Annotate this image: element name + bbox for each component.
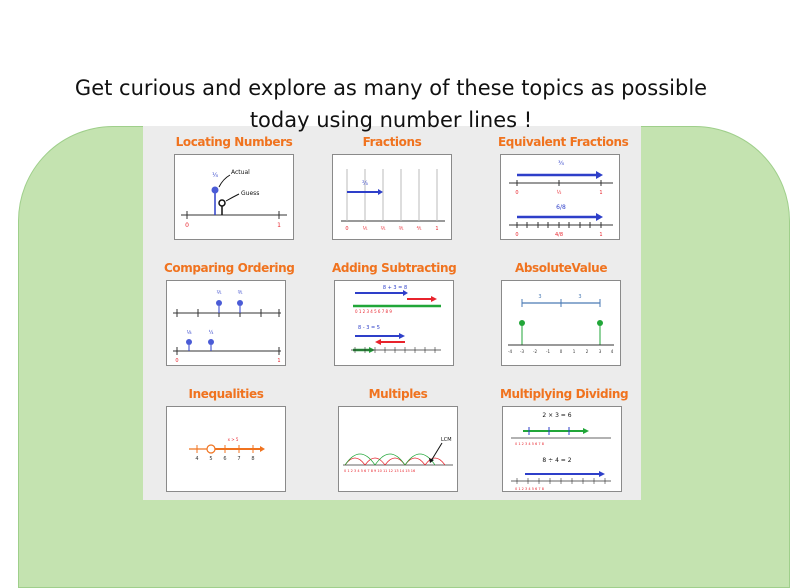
difference-label: 8 - 3 = 5: [358, 325, 380, 331]
svg-text:-4: -4: [508, 349, 512, 354]
svg-text:1: 1: [599, 190, 603, 196]
svg-text:⅗: ⅗: [237, 290, 243, 296]
svg-text:-2: -2: [533, 349, 537, 354]
multiples-thumbnail[interactable]: [338, 406, 458, 492]
svg-text:0: 0: [175, 358, 179, 364]
svg-text:⅖: ⅖: [216, 290, 222, 296]
svg-text:0 1 2 3 4 5 6 7 8: 0 1 2 3 4 5 6 7 8: [515, 487, 544, 491]
svg-text:4: 4: [195, 456, 199, 462]
topic-title: Comparing Ordering: [164, 261, 295, 275]
svg-text:8: 8: [251, 456, 255, 462]
topic-title: Fractions: [362, 135, 422, 149]
actual-label: Actual: [231, 169, 250, 176]
multiplying-dividing-thumbnail[interactable]: [502, 406, 622, 492]
quotient-label: 8 ÷ 4 = 2: [542, 457, 572, 464]
topic-locating-numbers[interactable]: [172, 134, 296, 240]
svg-text:0 1 2 3 4 5 6 7 8 9 10 11 12 1: 0 1 2 3 4 5 6 7 8 9 10 11 12 13 14 15 16: [344, 469, 416, 473]
svg-text:⅕: ⅕: [362, 226, 368, 232]
topic-fractions[interactable]: [330, 134, 454, 240]
topic-title: AbsoluteValue: [514, 261, 608, 275]
heading-line-1: Get curious and explore as many of these topics as possible: [74, 76, 708, 100]
svg-text:¼: ¼: [208, 330, 214, 336]
product-label: 2 × 3 = 6: [542, 412, 572, 419]
lcm-label: LCM: [441, 437, 452, 443]
number-line-absolute-icon: [502, 281, 620, 365]
svg-text:⅘: ⅘: [416, 226, 422, 232]
svg-text:1: 1: [572, 349, 576, 354]
svg-text:1: 1: [277, 358, 281, 364]
svg-text:0: 0: [515, 232, 519, 238]
svg-text:1: 1: [277, 222, 281, 229]
topic-absolute-value[interactable]: [499, 260, 623, 366]
svg-text:6: 6: [223, 456, 227, 462]
svg-text:1: 1: [599, 232, 603, 238]
absolute-value-thumbnail[interactable]: [501, 280, 621, 366]
svg-text:3: 3: [538, 294, 542, 300]
number-line-inequality-icon: [167, 407, 285, 491]
equivalent-fractions-thumbnail[interactable]: [500, 154, 620, 240]
svg-text:2: 2: [585, 349, 589, 354]
svg-text:6/8: 6/8: [556, 204, 566, 211]
topic-adding-subtracting[interactable]: [332, 260, 456, 366]
svg-text:4: 4: [610, 349, 614, 354]
svg-text:½: ½: [556, 190, 562, 196]
heading-line-2: today using number lines !: [249, 108, 533, 132]
svg-text:⅛: ⅛: [186, 330, 192, 336]
svg-text:0: 0: [559, 349, 563, 354]
svg-text:3: 3: [598, 349, 602, 354]
number-line-equivalent-icon: [501, 155, 619, 239]
svg-text:x > 5: x > 5: [227, 437, 239, 442]
svg-text:-1: -1: [546, 349, 550, 354]
guess-label: Guess: [241, 190, 260, 197]
comparing-ordering-thumbnail[interactable]: [166, 280, 286, 366]
svg-text:5: 5: [209, 456, 213, 462]
svg-text:⅖: ⅖: [362, 180, 368, 187]
svg-text:3: 3: [578, 294, 582, 300]
svg-text:0: 0: [515, 190, 519, 196]
number-line-multiples-icon: [339, 407, 457, 491]
svg-text:0: 0: [185, 222, 189, 229]
svg-text:7: 7: [237, 456, 241, 462]
svg-text:0 1 2 3 4 5 6 7 8 9: 0 1 2 3 4 5 6 7 8 9: [355, 309, 392, 314]
svg-text:-3: -3: [520, 349, 524, 354]
svg-text:⅗: ⅗: [398, 226, 404, 232]
topics-board: [143, 126, 641, 500]
topic-title: Inequalities: [188, 387, 264, 401]
svg-text:¼: ¼: [212, 172, 218, 179]
svg-text:1: 1: [435, 226, 439, 232]
inequalities-thumbnail[interactable]: [166, 406, 286, 492]
topic-comparing-ordering[interactable]: [164, 260, 295, 366]
topic-title: Multiples: [368, 387, 428, 401]
svg-text:0 1 2 3 4 5 6 7 8: 0 1 2 3 4 5 6 7 8: [515, 442, 544, 446]
svg-text:¾: ¾: [558, 160, 564, 167]
fractions-thumbnail[interactable]: [332, 154, 452, 240]
topic-title: Multiplying Dividing: [500, 387, 629, 401]
heading: [60, 72, 722, 136]
svg-text:4/8: 4/8: [554, 232, 564, 238]
topic-title: Locating Numbers: [175, 135, 293, 149]
topic-multiplying-dividing[interactable]: [500, 386, 629, 492]
adding-subtracting-thumbnail[interactable]: [334, 280, 454, 366]
number-line-locate-icon: [175, 155, 293, 239]
topic-inequalities[interactable]: [164, 386, 288, 492]
topic-title: Equivalent Fractions: [498, 135, 629, 149]
svg-text:⅖: ⅖: [380, 226, 386, 232]
number-line-multiply-divide-icon: [503, 407, 621, 491]
svg-text:0: 0: [345, 226, 349, 232]
number-line-add-subtract-icon: [335, 281, 453, 365]
number-line-fractions-icon: [333, 155, 451, 239]
number-line-compare-icon: [167, 281, 285, 365]
locating-numbers-thumbnail[interactable]: [174, 154, 294, 240]
sum-label: 8 + 3 = 8: [382, 285, 408, 291]
topic-title: Adding Subtracting: [332, 261, 457, 275]
topic-equivalent-fractions[interactable]: [498, 134, 629, 240]
topic-multiples[interactable]: [336, 386, 460, 492]
